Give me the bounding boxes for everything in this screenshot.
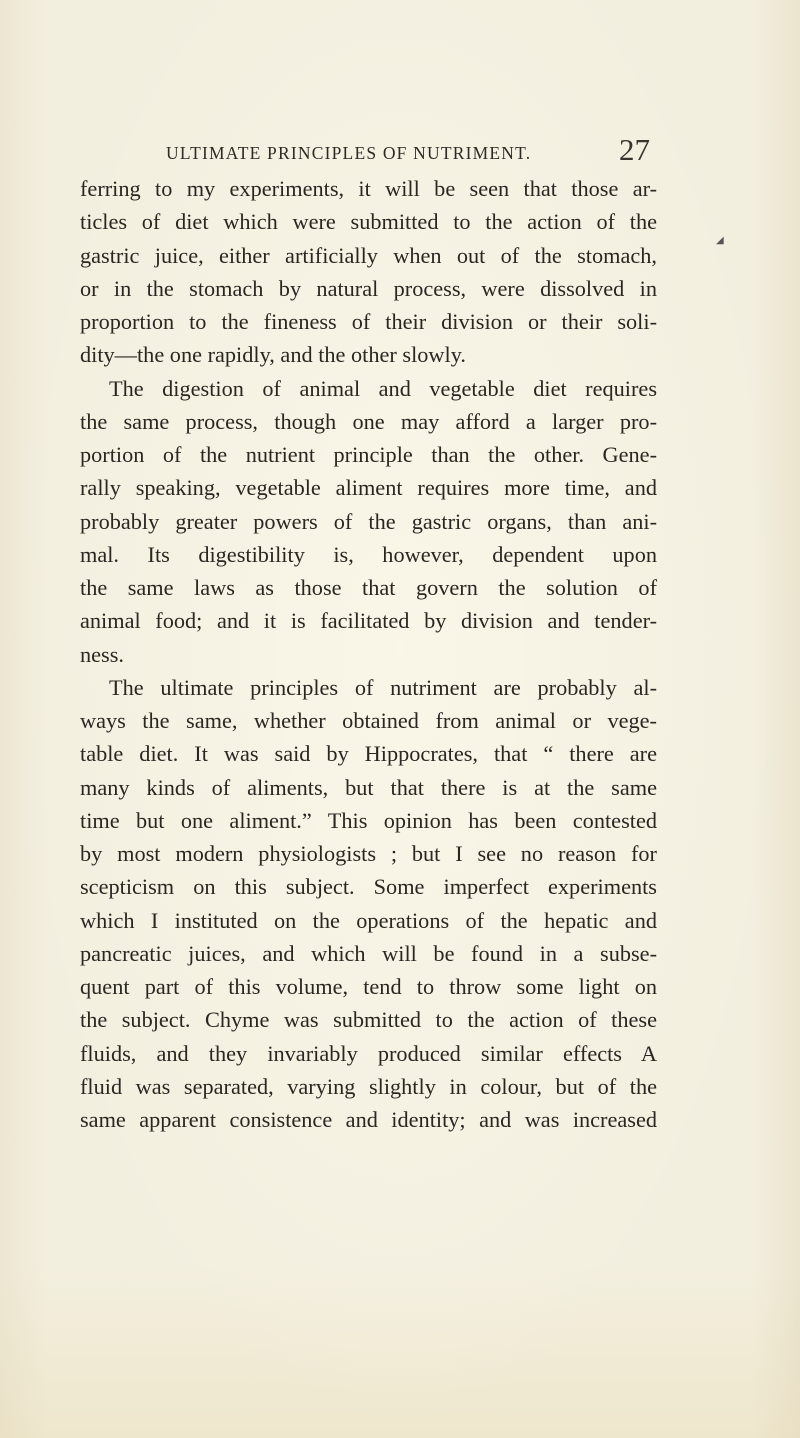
text-line: or in the stomach by natural process, were dissolved in bbox=[80, 275, 657, 301]
paragraph-start-line: The digestion of animal and vegetable diet requires bbox=[109, 375, 657, 401]
text-line: the subject. Chyme was submitted to the action of these bbox=[80, 1007, 657, 1033]
page-number: 27 bbox=[619, 132, 650, 167]
text-line: time but one aliment.” This opinion has been contested bbox=[80, 807, 657, 833]
text-line: rally speaking, vegetable aliment requires more time, and bbox=[80, 475, 657, 501]
running-head-title: ULTIMATE PRINCIPLES OF NUTRIMENT. bbox=[166, 143, 532, 163]
text-line: ferring to my experiments, it will be seen that those ar- bbox=[80, 176, 657, 201]
text-line: portion of the nutrient principle than the other. Gene- bbox=[80, 442, 657, 467]
paragraph-start-line: The ultimate principles of nutriment are probably al- bbox=[109, 674, 657, 700]
text-line: proportion to the fineness of their division or their soli- bbox=[80, 309, 657, 334]
text-line: dity—the one rapidly, and the other slowly. bbox=[80, 342, 466, 368]
text-line: mal. Its digestibility is, however, dependent upon bbox=[80, 541, 657, 567]
text-line: ticles of diet which were submitted to the action of the bbox=[80, 209, 657, 235]
text-line: table diet. It was said by Hippocrates, that “ there are bbox=[80, 741, 657, 767]
text-line: the same laws as those that govern the solution of bbox=[80, 575, 657, 600]
text-line: gastric juice, either artificially when out of the stomach, bbox=[80, 242, 657, 268]
text-line: the same process, though one may afford a larger pro- bbox=[80, 408, 657, 434]
text-line: by most modern physiologists ; but I see no reason for bbox=[80, 841, 657, 866]
text-line: scepticism on this subject. Some imperfect experiments bbox=[80, 874, 657, 900]
text-line: which I instituted on the operations of the hepatic and bbox=[80, 907, 657, 933]
body-text bbox=[80, 172, 657, 1136]
text-line: ness. bbox=[80, 641, 124, 667]
text-line: many kinds of aliments, but that there is at the same bbox=[80, 774, 657, 800]
text-line: ways the same, whether obtained from animal or vege- bbox=[80, 708, 657, 733]
text-line: fluids, and they invariably produced similar effects A bbox=[80, 1040, 657, 1066]
text-line: fluid was separated, varying slightly in colour, but of the bbox=[80, 1073, 657, 1099]
text-line: quent part of this volume, tend to throw some light on bbox=[80, 974, 657, 999]
text-line: animal food; and it is facilitated by division and tender- bbox=[80, 608, 657, 634]
text-line: pancreatic juices, and which will be found in a subse- bbox=[80, 940, 657, 966]
text-line: probably greater powers of the gastric organs, than ani- bbox=[80, 508, 657, 534]
margin-speck: ◢ bbox=[716, 235, 724, 246]
text-line: same apparent consistence and identity; and was increased bbox=[80, 1107, 657, 1132]
